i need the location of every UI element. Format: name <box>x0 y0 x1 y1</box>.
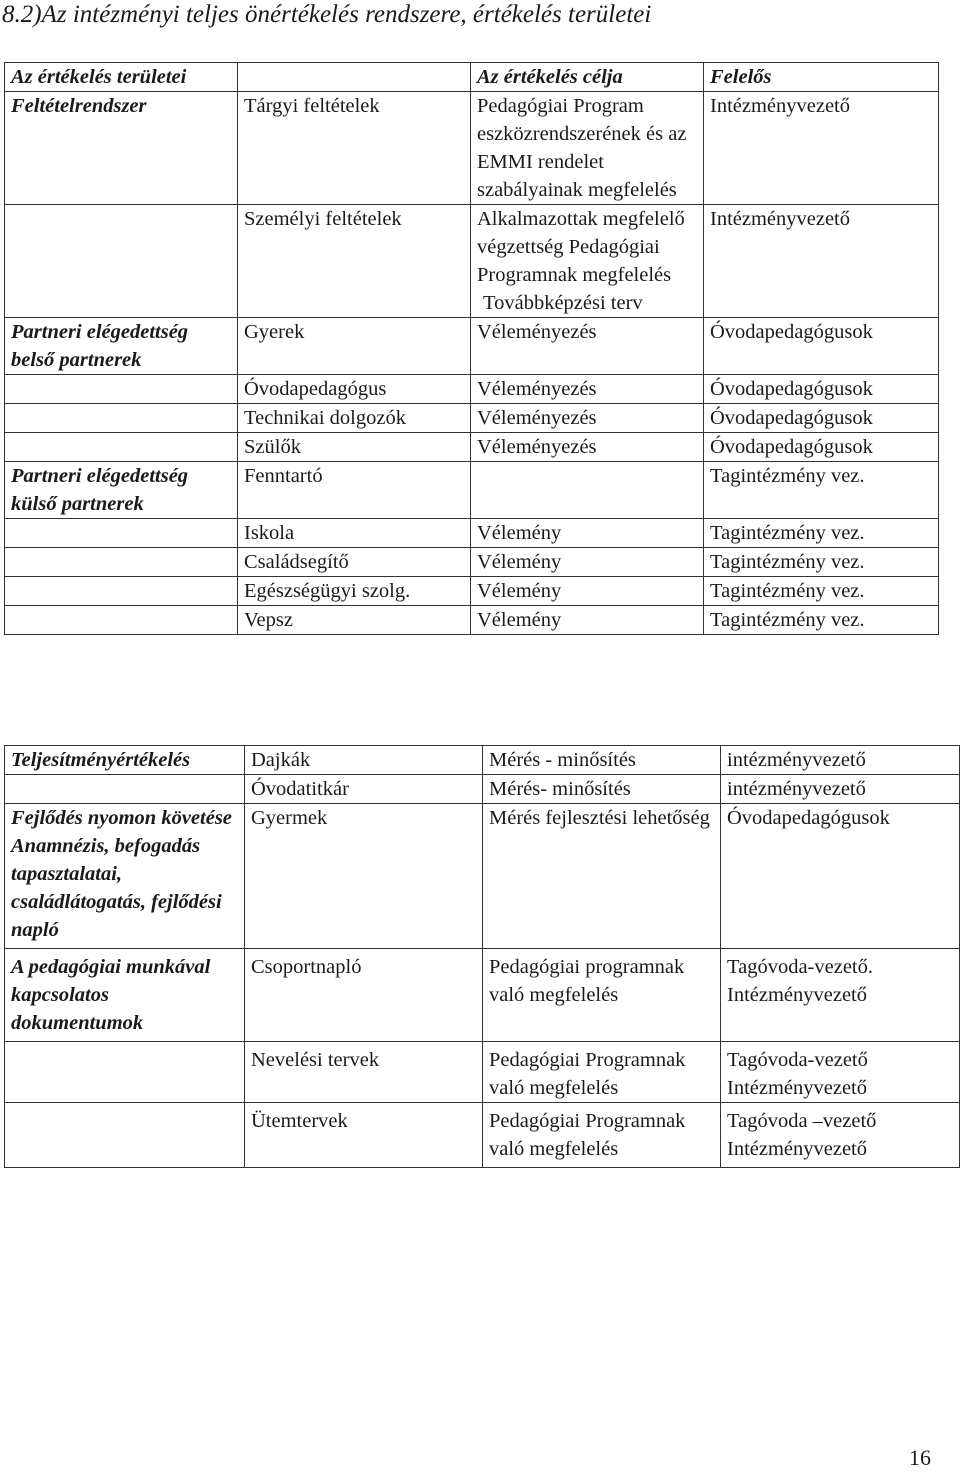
table-cell: Vélemény <box>471 519 704 548</box>
table-cell: Gyerek <box>238 318 471 375</box>
header-cell <box>238 63 471 92</box>
table-cell <box>721 1103 960 1168</box>
performance-documents-table <box>4 745 960 1168</box>
table-cell: Óvodapedagógusok <box>704 318 939 375</box>
table-cell: Technikai dolgozók <box>238 404 471 433</box>
table-cell: A pedagógiai munkával kapcsolatos dokumentumok <box>5 949 245 1042</box>
table-cell: Óvodapedagógusok <box>704 404 939 433</box>
table-cell <box>471 462 704 519</box>
table-row <box>5 775 960 804</box>
header-cell: Az értékelés célja <box>471 63 704 92</box>
table-cell: intézményvezető <box>721 746 960 775</box>
cell-text: Tagóvoda –vezető <box>727 1110 877 1132</box>
table-cell: intézményvezető <box>721 775 960 804</box>
table-cell: Egészségügyi szolg. <box>238 577 471 606</box>
table-cell: Mérés fejlesztési lehetőség <box>483 804 721 949</box>
table-cell: Partneri elégedettség belső partnerek <box>5 318 238 375</box>
table-cell: Pedagógiai programnak való megfelelés <box>483 949 721 1042</box>
cell-text: Intézményvezető <box>727 1138 868 1160</box>
table-row <box>5 804 960 949</box>
table-cell: Óvodatitkár <box>245 775 483 804</box>
table-cell <box>5 519 238 548</box>
cell-text: Alkalmazottak megfelelő végzettség Pedagógiai Programnak megfelelés <box>477 208 685 286</box>
table-row <box>5 1103 960 1168</box>
table-cell: Családsegítő <box>238 548 471 577</box>
table-cell: Gyermek <box>245 804 483 949</box>
table-row <box>5 606 939 635</box>
table-row <box>5 205 939 318</box>
table-cell: Fenntartó <box>238 462 471 519</box>
table-row <box>5 1042 960 1103</box>
table-cell: Óvodapedagógusok <box>704 375 939 404</box>
cell-text: Tagóvoda-vezető <box>727 1049 868 1071</box>
table-row <box>5 404 939 433</box>
table-cell: Mérés- minősítés <box>483 775 721 804</box>
table-cell <box>5 1103 245 1168</box>
header-cell: Az értékelés területei <box>5 63 238 92</box>
table-cell: Teljesítményértékelés <box>5 746 245 775</box>
table-cell: Tagintézmény vez. <box>704 462 939 519</box>
table-cell: Iskola <box>238 519 471 548</box>
table-cell: Intézményvezető <box>704 92 939 205</box>
table-cell <box>5 404 238 433</box>
table-cell: Tagintézmény vez. <box>704 519 939 548</box>
table-cell: Véleményezés <box>471 375 704 404</box>
table-cell: Óvodapedagógusok <box>704 433 939 462</box>
table-cell: Óvodapedagógusok <box>721 804 960 949</box>
page-number: 16 <box>909 1445 931 1470</box>
table-cell: Pedagógiai Programnak való megfelelés <box>483 1103 721 1168</box>
table-cell: Tagintézmény vez. <box>704 548 939 577</box>
table-cell <box>5 433 238 462</box>
table-cell: Óvodapedagógus <box>238 375 471 404</box>
table-cell: Személyi feltételek <box>238 205 471 318</box>
table-cell <box>5 205 238 318</box>
table-row <box>5 433 939 462</box>
table-cell: Mérés - minősítés <box>483 746 721 775</box>
table-cell: Véleményezés <box>471 318 704 375</box>
table-row <box>5 519 939 548</box>
table-cell <box>5 577 238 606</box>
table-cell: Vepsz <box>238 606 471 635</box>
table-cell: Nevelési tervek <box>245 1042 483 1103</box>
cell-text: Tagóvoda-vezető. <box>727 956 873 978</box>
table-cell <box>5 375 238 404</box>
table-cell: Pedagógiai Programnak való megfelelés <box>483 1042 721 1103</box>
evaluation-areas-table <box>4 62 939 635</box>
table-cell: Vélemény <box>471 548 704 577</box>
table-cell: Szülők <box>238 433 471 462</box>
table-cell: Tagintézmény vez. <box>704 577 939 606</box>
table-row <box>5 92 939 205</box>
cell-text: Intézményvezető <box>727 984 868 1006</box>
cell-text: Továbbképzési terv <box>483 292 643 314</box>
table-cell: Dajkák <box>245 746 483 775</box>
table-cell: Fejlődés nyomon követése Anamnézis, befogadás tapasztalatai, családlátogatás, fejlődési napló <box>5 804 245 949</box>
table-cell: Pedagógiai Program eszközrendszerének és az EMMI rendelet szabályainak megfelelés <box>471 92 704 205</box>
table-cell <box>721 1042 960 1103</box>
table-cell: Ütemtervek <box>245 1103 483 1168</box>
table-row <box>5 548 939 577</box>
table-cell <box>721 949 960 1042</box>
table-cell <box>471 205 704 318</box>
table-cell: Partneri elégedettség külső partnerek <box>5 462 238 519</box>
table-cell: Véleményezés <box>471 433 704 462</box>
table-cell: Vélemény <box>471 606 704 635</box>
table-cell <box>5 775 245 804</box>
table-cell: Tárgyi feltételek <box>238 92 471 205</box>
table-cell: Csoportnapló <box>245 949 483 1042</box>
cell-text: Intézményvezető <box>727 1077 868 1099</box>
table-row <box>5 577 939 606</box>
table-cell <box>5 606 238 635</box>
table-header-row <box>5 63 939 92</box>
table-cell <box>5 548 238 577</box>
table-cell: Véleményezés <box>471 404 704 433</box>
table-cell <box>5 1042 245 1103</box>
table-row <box>5 462 939 519</box>
table-row <box>5 318 939 375</box>
header-cell: Felelős <box>704 63 939 92</box>
table-cell: Feltételrendszer <box>5 92 238 205</box>
table-cell: Vélemény <box>471 577 704 606</box>
table-row <box>5 746 960 775</box>
table-row <box>5 949 960 1042</box>
table-cell: Tagintézmény vez. <box>704 606 939 635</box>
table-cell: Intézményvezető <box>704 205 939 318</box>
page-title: 8.2)Az intézményi teljes önértékelés rendszere, értékelés területei <box>2 1 652 28</box>
table-row <box>5 375 939 404</box>
